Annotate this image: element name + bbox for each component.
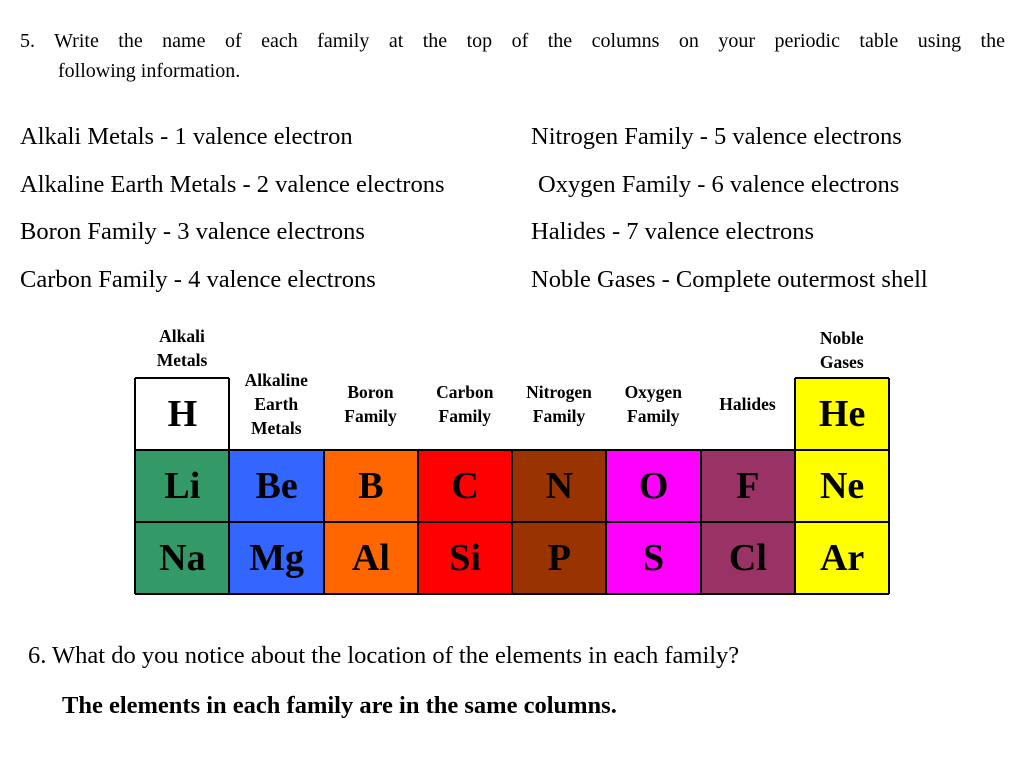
table-grid-line	[135, 377, 229, 379]
column-header-line: Family	[627, 406, 680, 426]
family-info-nitrogen: Nitrogen Family - 5 valence electrons	[531, 123, 902, 150]
column-header-line: Family	[344, 406, 397, 426]
column-header-line: Nitrogen	[526, 382, 592, 402]
element-cell: He	[795, 378, 890, 450]
column-header-line: Alkali	[159, 326, 205, 346]
column-header-line: Oxygen	[624, 382, 682, 402]
column-header-line: Boron	[347, 382, 394, 402]
element-cell: B	[324, 450, 419, 522]
table-grid-line	[605, 450, 607, 594]
table-grid-line	[794, 378, 796, 594]
column-header-line: Halides	[719, 394, 776, 414]
element-cell: F	[701, 450, 796, 522]
table-grid-line	[417, 450, 419, 594]
column-header	[606, 380, 700, 428]
answer-6: The elements in each family are in the same columns.	[62, 692, 617, 719]
column-header-line: Alkaline	[244, 370, 308, 390]
element-cell: O	[606, 450, 701, 522]
element-cell: Ar	[795, 522, 890, 594]
element-cell: Ne	[795, 450, 890, 522]
table-grid-line	[888, 378, 890, 594]
element-cell: C	[418, 450, 513, 522]
family-info-alkali: Alkali Metals - 1 valence electron	[20, 123, 353, 150]
table-grid-line	[323, 450, 325, 594]
family-info-carbon: Carbon Family - 4 valence electrons	[20, 266, 376, 293]
element-cell: Na	[135, 522, 230, 594]
column-header-line: Carbon	[436, 382, 494, 402]
element-cell: Si	[418, 522, 513, 594]
column-header	[229, 368, 323, 440]
family-info-oxygen: Oxygen Family - 6 valence electrons	[538, 171, 900, 198]
family-info-alkaline-earth: Alkaline Earth Metals - 2 valence electrons	[20, 171, 445, 198]
question-5	[20, 26, 1005, 86]
element-cell: H	[135, 378, 230, 450]
table-grid-line	[795, 377, 889, 379]
element-cell: Be	[229, 450, 324, 522]
column-header	[512, 380, 606, 428]
question-6: 6. What do you notice about the location of the elements in each family?	[28, 642, 740, 669]
column-header-line: Noble	[819, 328, 864, 348]
question-5-line-1: 5. Write the name of each family at the top of the columns on your periodic table using the	[20, 30, 1005, 52]
element-cell: Li	[135, 450, 230, 522]
column-header-line: Family	[532, 406, 586, 426]
column-header-line: Earth	[254, 394, 299, 414]
element-cell: P	[512, 522, 607, 594]
column-header-line: Metals	[250, 418, 302, 438]
table-grid-line	[511, 450, 513, 594]
table-grid-line	[700, 450, 702, 594]
element-cell: N	[512, 450, 607, 522]
column-header	[795, 326, 889, 374]
table-grid-line	[228, 378, 230, 594]
element-cell: Cl	[701, 522, 796, 594]
column-header-line: Gases	[819, 352, 864, 372]
column-header	[418, 380, 512, 428]
element-cell: S	[606, 522, 701, 594]
element-cell: Al	[324, 522, 419, 594]
column-header	[135, 324, 229, 372]
column-header	[701, 392, 795, 416]
family-info-boron: Boron Family - 3 valence electrons	[20, 218, 365, 245]
question-5-line-2: following information.	[58, 60, 241, 82]
family-info-noble-gases: Noble Gases - Complete outermost shell	[531, 266, 928, 293]
column-header-line: Family	[438, 406, 491, 426]
column-header	[324, 380, 418, 428]
family-info-halides: Halides - 7 valence electrons	[531, 218, 814, 245]
column-header-line: Metals	[156, 350, 208, 370]
element-cell: Mg	[229, 522, 324, 594]
table-grid-line	[134, 378, 136, 594]
